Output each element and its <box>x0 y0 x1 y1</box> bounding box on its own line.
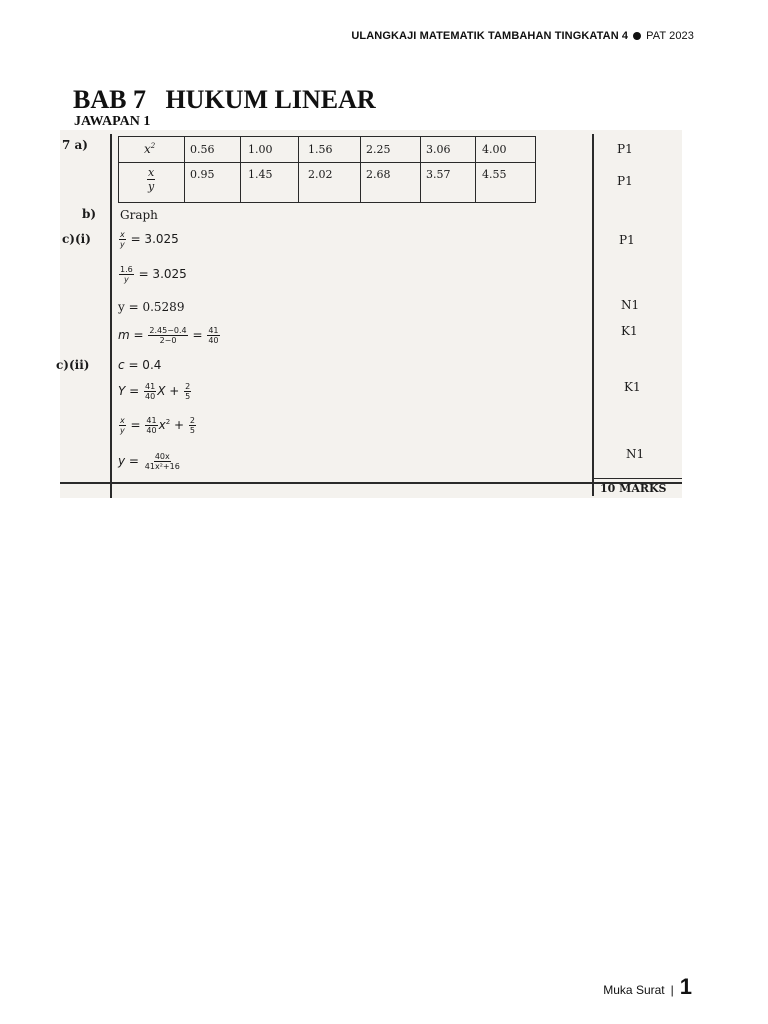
step-x-over-y-rhs: = 3.025 <box>130 232 179 246</box>
linear-const-den: 5 <box>185 392 191 401</box>
answer-scan <box>56 130 682 498</box>
step-substitute-rhs: = 3.025 <box>138 267 187 281</box>
page-header <box>351 30 694 42</box>
table-cell: 2.02 <box>308 168 333 181</box>
footer-separator: | <box>670 983 674 997</box>
table-col-line <box>240 136 241 203</box>
step-y-value <box>118 300 184 314</box>
total-marks: 10 MARKS <box>600 482 667 495</box>
table-col-line <box>535 136 536 203</box>
answer-subtitle: JAWAPAN 1 <box>74 114 151 129</box>
page-footer <box>603 974 692 1000</box>
part-label-a: 7 a) <box>62 138 88 152</box>
mark-award: K1 <box>621 324 638 338</box>
bullet-icon <box>633 32 641 40</box>
table-cell: 1.56 <box>308 143 333 156</box>
mark-award: N1 <box>626 447 645 461</box>
graph-text <box>120 208 158 222</box>
step-intercept: c = 0.4 <box>118 358 162 372</box>
table-col-line <box>184 136 185 203</box>
mark-award: P1 <box>617 174 633 188</box>
total-box-top <box>592 478 682 479</box>
table-col-line <box>298 136 299 203</box>
gradient-result-den: 40 <box>208 336 219 345</box>
gradient-den: 2−0 <box>159 336 177 345</box>
part-label-ci: c)(i) <box>62 232 91 246</box>
label-column-divider <box>110 134 112 498</box>
gradient-num: 2.45−0.4 <box>149 326 187 335</box>
linear-coef-num: 41 <box>145 382 156 391</box>
step-y-value-text: y = 0.5289 <box>118 300 185 314</box>
header-title: ULANGKAJI MATEMATIK TAMBAHAN TINGKATAN 4 <box>351 30 629 42</box>
table-header-x-over-y: $\frac{x}{y}$ <box>148 166 155 193</box>
table-col-line <box>420 136 421 203</box>
page-number: 1 <box>679 974 692 999</box>
sub-const-num: 2 <box>189 416 195 425</box>
sub-const-den: 5 <box>189 426 195 435</box>
mark-award: K1 <box>624 380 641 394</box>
bottom-rule <box>60 482 682 484</box>
intercept-value: = 0.4 <box>128 358 162 372</box>
chapter-title: BAB 7 HUKUM LINEAR <box>73 85 376 114</box>
table-rule-mid <box>118 162 536 163</box>
table-header-x-squared: $x^2$ <box>144 142 156 156</box>
step-x-over-y: $\frac{x}{y}$ = 3.025 <box>120 230 179 249</box>
table-cell: 3.06 <box>426 143 451 156</box>
table-cell: 3.57 <box>426 168 451 181</box>
sub-coef-den: 40 <box>146 426 157 435</box>
table-cell: 1.00 <box>248 143 273 156</box>
table-cell: 0.95 <box>190 168 215 181</box>
final-num: 40x <box>154 452 170 461</box>
table-rule-top <box>118 136 536 137</box>
header-exam: PAT 2023 <box>646 30 694 42</box>
table-cell: 4.55 <box>482 168 507 181</box>
mark-award: P1 <box>619 233 635 247</box>
table-cell: 2.25 <box>366 143 391 156</box>
table-cell: 2.68 <box>366 168 391 181</box>
linear-const-num: 2 <box>185 382 191 391</box>
step-substitute-num: 1.6 <box>120 265 133 274</box>
sub-coef-num: 41 <box>146 416 157 425</box>
part-label-b: b) <box>82 207 97 221</box>
table-col-line <box>118 136 119 203</box>
step-substitute: $\frac{1.6}{y}$ = 3.025 <box>120 265 187 284</box>
linear-coef-den: 40 <box>145 392 156 401</box>
table-cell: 4.00 <box>482 143 507 156</box>
step-substituted-form: $\frac{x}{y}$ = $\frac{41}{40}$ $x^2$ + $\frac{2}{5}$ <box>120 416 195 435</box>
step-gradient: m = $\frac{2.45-0.4}{2-0}$ = $\frac{41}{40}$ <box>118 326 219 345</box>
final-den: 41x²+16 <box>144 462 180 471</box>
part-label-cii: c)(ii) <box>56 358 90 372</box>
table-col-line <box>360 136 361 203</box>
table-cell: 0.56 <box>190 143 215 156</box>
marks-column-divider <box>592 134 594 496</box>
mark-award: P1 <box>617 142 633 156</box>
table-cell: 1.45 <box>248 168 273 181</box>
footer-label: Muka Surat <box>603 983 665 997</box>
table-col-line <box>475 136 476 203</box>
step-linear-form: Y = $\frac{41}{40}$ X + $\frac{2}{5}$ <box>118 382 191 401</box>
step-final-answer: y = $\frac{40x}{\text{41x²+16}}$ <box>118 452 180 471</box>
table-rule-bottom <box>118 202 536 203</box>
gradient-result-num: 41 <box>208 326 219 335</box>
mark-award: N1 <box>621 298 640 312</box>
graph-text-label: Graph <box>120 208 158 222</box>
